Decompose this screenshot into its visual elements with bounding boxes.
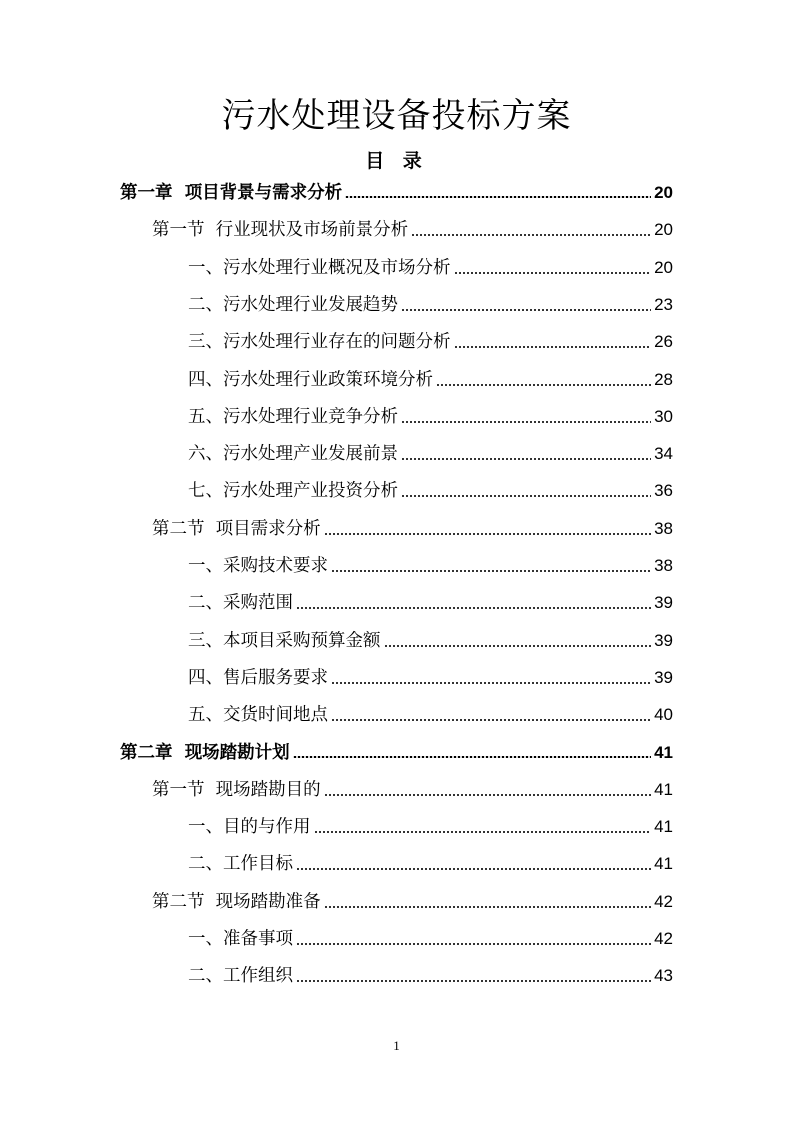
toc-entry[interactable]	[188, 478, 673, 504]
toc-entry-page: 20	[654, 220, 673, 239]
toc-entry-page: 38	[654, 519, 673, 538]
toc-entry-number: 四、	[188, 370, 223, 390]
toc-entry-page: 26	[654, 332, 673, 351]
dot-leader	[401, 495, 651, 497]
toc-entry-page: 39	[654, 631, 673, 650]
dot-leader	[401, 458, 651, 460]
toc-entry[interactable]	[152, 777, 673, 803]
toc-entry-page: 41	[654, 743, 673, 762]
toc-entry[interactable]	[188, 590, 673, 616]
dot-leader	[411, 234, 651, 236]
dot-leader	[324, 794, 651, 796]
toc-entry[interactable]	[188, 851, 673, 877]
toc-entry-title: 目的与作用	[223, 817, 311, 837]
toc-entry-title: 准备事项	[223, 929, 293, 949]
toc-entry-number: 二、	[188, 295, 223, 315]
toc-entry-title: 项目需求分析	[215, 519, 321, 539]
toc-entry-title: 项目背景与需求分析	[184, 183, 343, 203]
toc-entry-page: 30	[654, 407, 673, 426]
toc-entry-page: 42	[654, 929, 673, 948]
toc-entry-title: 工作目标	[223, 854, 293, 874]
toc-entry-page: 41	[654, 817, 673, 836]
toc-entry-number: 二、	[188, 854, 223, 874]
toc-entry-number: 一、	[188, 258, 223, 278]
toc-entry-number: 三、	[188, 631, 223, 651]
toc-entry[interactable]	[152, 889, 673, 915]
toc-entry-title: 污水处理行业发展趋势	[223, 295, 398, 315]
dot-leader	[331, 682, 651, 684]
toc-entry-page: 43	[654, 966, 673, 985]
dot-leader	[331, 719, 651, 721]
dot-leader	[296, 980, 651, 982]
toc-entry-title: 污水处理行业竞争分析	[223, 407, 398, 427]
toc-entry-number: 第一章	[120, 183, 185, 203]
toc-entry-page: 23	[654, 295, 673, 314]
dot-leader	[324, 533, 651, 535]
dot-leader	[436, 384, 651, 386]
toc-entry-number: 六、	[188, 444, 223, 464]
page-number: 1	[393, 1038, 400, 1053]
toc-entry-page: 28	[654, 370, 673, 389]
toc-entry-number: 二、	[188, 966, 223, 986]
toc-entry-number: 五、	[188, 705, 223, 725]
toc-entry-page: 40	[654, 705, 673, 724]
dot-leader	[401, 309, 651, 311]
toc-entry-page: 38	[654, 556, 673, 575]
dot-leader	[384, 645, 652, 647]
toc-entry[interactable]	[152, 217, 673, 243]
toc-entry-title: 现场踏勘准备	[215, 892, 321, 912]
toc-entry-title: 本项目采购预算金额	[223, 631, 381, 651]
toc-entry[interactable]	[188, 292, 673, 318]
toc-entry-page: 42	[654, 892, 673, 911]
toc-entry-number: 第一节	[152, 780, 216, 800]
toc-entry-number: 第二节	[152, 519, 216, 539]
toc-entry-page: 20	[654, 258, 673, 277]
toc-entry-title: 现场踏勘目的	[215, 780, 321, 800]
toc-entry[interactable]	[188, 367, 673, 393]
toc-entry-page: 41	[654, 854, 673, 873]
toc-entry-number: 五、	[188, 407, 223, 427]
toc-entry-title: 售后服务要求	[223, 668, 328, 688]
toc-entry[interactable]	[188, 329, 673, 355]
toc-entry-page: 20	[654, 183, 673, 202]
toc-entry[interactable]	[188, 665, 673, 691]
toc-entry[interactable]	[188, 404, 673, 430]
toc-entry-title: 采购范围	[223, 593, 293, 613]
toc-entry[interactable]	[188, 441, 673, 467]
toc-entry-title: 污水处理行业概况及市场分析	[223, 258, 451, 278]
toc-entry-title: 行业现状及市场前景分析	[215, 220, 409, 240]
toc-entry[interactable]	[188, 255, 673, 281]
toc-entry-title: 污水处理行业存在的问题分析	[223, 332, 451, 352]
dot-leader	[296, 943, 651, 945]
toc-entry-number: 三、	[188, 332, 223, 352]
dot-leader	[314, 831, 652, 833]
toc-entry-number: 第二章	[120, 743, 185, 763]
toc-entry-number: 一、	[188, 556, 223, 576]
toc-entry-page: 41	[654, 780, 673, 799]
dot-leader	[324, 906, 651, 908]
toc-entry-title: 污水处理产业发展前景	[223, 444, 398, 464]
toc-entry-title: 污水处理行业政策环境分析	[223, 370, 433, 390]
toc-entry-page: 34	[654, 444, 673, 463]
toc-entry-number: 七、	[188, 481, 223, 501]
document-title: 污水处理设备投标方案	[221, 96, 572, 136]
toc-entry[interactable]	[188, 814, 673, 840]
dot-leader	[331, 570, 651, 572]
toc-entry[interactable]	[188, 553, 673, 579]
toc-entry-title: 交货时间地点	[223, 705, 328, 725]
toc-entry-title: 污水处理产业投资分析	[223, 481, 398, 501]
dot-leader	[296, 607, 651, 609]
dot-leader	[293, 756, 651, 759]
toc-entry-number: 四、	[188, 668, 223, 688]
toc-entry-number: 一、	[188, 929, 223, 949]
toc-entry-number: 第二节	[152, 892, 216, 912]
toc-entry[interactable]	[120, 740, 673, 766]
toc-entry[interactable]	[188, 702, 673, 728]
toc-heading: 目 录	[365, 150, 428, 172]
toc-entry-title: 现场踏勘计划	[184, 743, 290, 763]
toc-entry-number: 一、	[188, 817, 223, 837]
toc-entry[interactable]	[188, 926, 673, 952]
dot-leader	[454, 346, 652, 348]
toc-entry[interactable]	[188, 628, 673, 654]
toc-entry-title: 采购技术要求	[223, 556, 328, 576]
dot-leader	[401, 421, 651, 423]
toc-entry-page: 39	[654, 593, 673, 612]
toc-entry-page: 39	[654, 668, 673, 687]
toc-entry[interactable]	[188, 963, 673, 989]
dot-leader	[454, 272, 652, 274]
dot-leader	[296, 868, 651, 870]
toc-entry[interactable]	[152, 516, 673, 542]
toc-entry[interactable]	[120, 180, 673, 206]
toc-entry-number: 二、	[188, 593, 223, 613]
dot-leader	[345, 196, 651, 199]
toc-entry-title: 工作组织	[223, 966, 293, 986]
toc-entry-number: 第一节	[152, 220, 216, 240]
toc-entry-page: 36	[654, 481, 673, 500]
